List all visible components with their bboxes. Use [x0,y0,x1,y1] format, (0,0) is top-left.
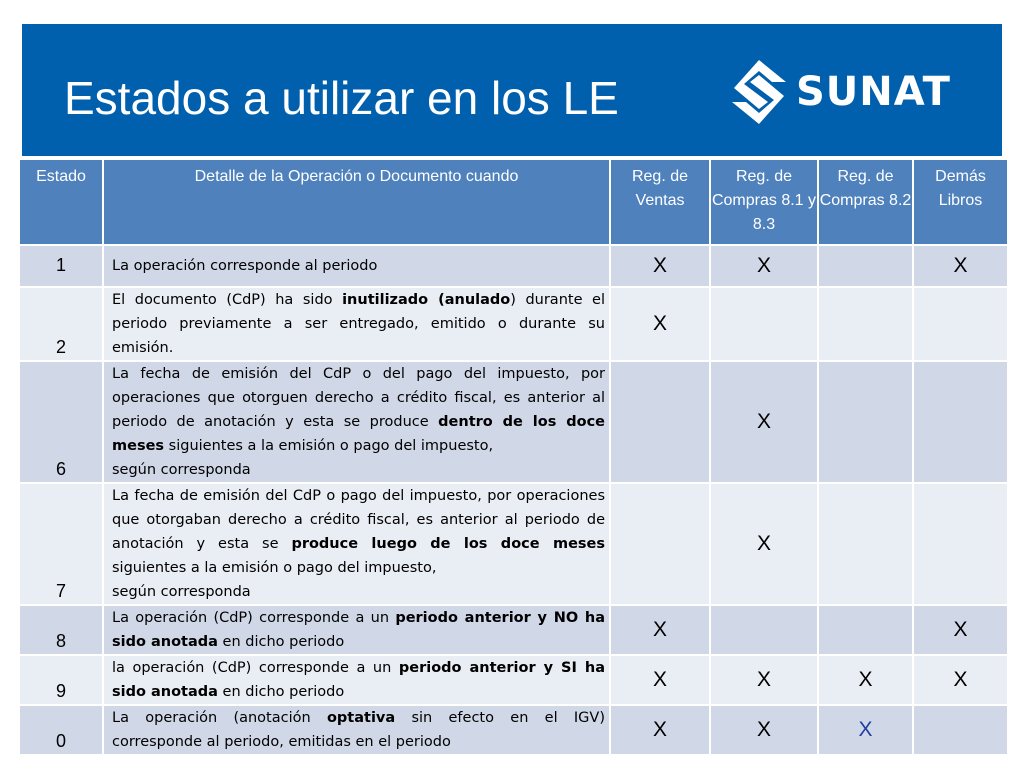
table-row [19,705,1008,755]
detalle-text: la operación (CdP) corresponde a un [112,660,399,676]
compras-82-mark [818,287,913,361]
compras-81-83-mark: X [710,705,818,755]
estado-cell: 7 [19,483,103,605]
table-row [19,655,1008,705]
ventas-mark: X [610,605,710,655]
detalle-cell [103,605,610,655]
ventas-mark: X [610,655,710,705]
table-row [19,483,1008,605]
table-row [19,245,1008,287]
detalle-text: sin efecto en el IGV) corresponde al periodo, emitidas en el periodo [112,710,605,750]
estado-cell: 9 [19,655,103,705]
compras-82-mark [818,245,913,287]
estado-cell: 2 [19,287,103,361]
sunat-logo-text: SUNAT [796,69,951,115]
estado-cell: 1 [19,245,103,287]
demas-mark: X [913,605,1008,655]
table-row [19,361,1008,483]
detalle-text: La operación corresponde al periodo [112,258,378,274]
detalle-text: La operación (CdP) corresponde a un [112,610,396,626]
estado-cell: 6 [19,361,103,483]
detalle-bold-text: optativa [326,710,396,726]
sunat-logo [728,58,976,126]
compras-81-83-mark: X [710,245,818,287]
detalle-text: según corresponda [112,462,251,478]
detalle-text: siguientes a la emisión o pago del impuesto, [112,560,437,576]
compras-81-83-mark: X [710,483,818,605]
compras-81-83-mark [710,605,818,655]
detalle-cell [103,361,610,483]
header-reg-compras-81-83: Reg. de Compras 8.1 y 8.3 [710,159,818,245]
compras-82-mark: X [818,655,913,705]
header-reg-compras-82: Reg. de Compras 8.2 [818,159,913,245]
compras-82-mark: X [818,705,913,755]
sunat-logo-icon [728,58,790,126]
estado-cell: 8 [19,605,103,655]
header-reg-ventas: Reg. de Ventas [610,159,710,245]
header-detalle: Detalle de la Operación o Documento cuando [103,159,610,245]
ventas-mark: X [610,245,710,287]
compras-82-mark [818,483,913,605]
detalle-text: siguientes a la emisión o pago del impuesto, [164,438,494,454]
detalle-text: La fecha de emisión del CdP o pago del impuesto, por operaciones que otorgaban derecho a crédito fiscal, es anterior al periodo de anotación y esta se [112,488,605,552]
header-demas-libros: Demás Libros [913,159,1008,245]
ventas-mark: X [610,705,710,755]
ventas-mark [610,361,710,483]
demas-mark [913,483,1008,605]
demas-mark [913,287,1008,361]
detalle-text: La fecha de emisión del CdP o del pago del impuesto, por operaciones que otorguen derecho a crédito fiscal, es anterior al periodo de anotación y esta se produce [112,366,605,430]
detalle-cell [103,483,610,605]
table-row [19,605,1008,655]
detalle-bold-text: periodo anterior y SI ha sido anotada [112,660,605,700]
demas-mark [913,705,1008,755]
detalle-cell [103,705,610,755]
demas-mark [913,361,1008,483]
detalle-bold-text: produce luego de los doce meses [291,536,605,552]
slide-title: Estados a utilizar en los LE [64,72,619,124]
compras-81-83-mark: X [710,361,818,483]
compras-82-mark [818,605,913,655]
detalle-cell [103,245,610,287]
detalle-bold-text: dentro de los doce meses [112,414,606,454]
detalle-text: según corresponda [112,584,251,600]
detalle-cell [103,655,610,705]
estados-table [18,158,1009,756]
detalle-text: ) durante el periodo previamente a ser entregado, emitido o durante su emisión. [112,292,605,356]
ventas-mark [610,483,710,605]
table-row [19,287,1008,361]
estado-cell: 0 [19,705,103,755]
demas-mark: X [913,655,1008,705]
detalle-bold-text: inutilizado (anulado [342,292,511,308]
detalle-cell [103,287,610,361]
detalle-text: El documento (CdP) ha sido [112,292,343,308]
detalle-text: La operación (anotación [112,710,327,726]
detalle-bold-text: periodo anterior y NO ha sido anotada [112,610,605,650]
detalle-text: en dicho periodo [217,684,345,700]
compras-81-83-mark: X [710,655,818,705]
header-estado: Estado [19,159,103,245]
demas-mark: X [913,245,1008,287]
compras-82-mark [818,361,913,483]
ventas-mark: X [610,287,710,361]
table-header-row [19,159,1008,245]
compras-81-83-mark [710,287,818,361]
detalle-text: en dicho periodo [217,634,345,650]
